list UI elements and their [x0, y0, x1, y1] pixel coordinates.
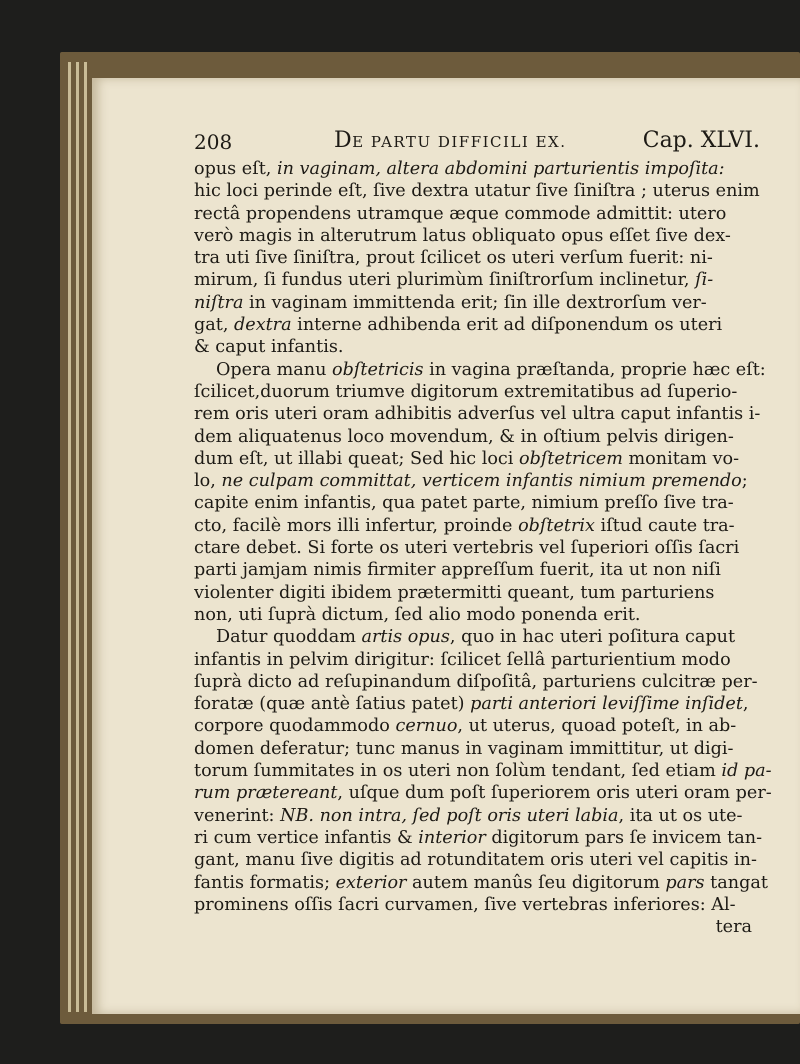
text-line: ſcilicet,duorum triumve digitorum extremitatibus ad ſuperio- — [194, 381, 738, 402]
text-line: cto, facilè mors illi infertur, proinde obſtetrix iſtud caute tra- — [194, 515, 735, 536]
running-title-rest: E PARTU DIFFICILI EX. — [352, 133, 567, 151]
text-line: parti jamjam nimis firmiter appreſſum fuerit, ita ut non niſi — [194, 560, 721, 581]
text-line: niſtra in vaginam immittenda erit; ſin ille dextrorſum ver- — [194, 292, 707, 313]
text-line: ctare debet. Si forte os uteri vertebris vel ſuperiori oſſis ſacri — [194, 538, 740, 559]
text-line: lo, ne culpam committat, verticem infantis nimium premendo; — [194, 471, 748, 492]
text-line: infantis in pelvim dirigitur: ſcilicet ſellâ parturientium modo — [194, 649, 731, 670]
text-line: dem aliquatenus loco movendum, & in oſtium pelvis dirigen- — [194, 426, 734, 447]
text-line: verò magis in alterutrum latus obliquato opus eſſet ſive dex- — [194, 225, 731, 246]
text-line: fantis formatis; exterior autem manûs ſeu digitorum pars tangat — [194, 872, 768, 893]
book-page — [92, 78, 800, 1014]
page-stack-edge — [68, 62, 71, 1012]
text-line: rem oris uteri oram adhibitis adverſus vel ultra caput infantis i- — [194, 404, 761, 425]
text-line: mirum, ſi fundus uteri plurimùm ſiniſtrorſum inclinetur, ſi- — [194, 270, 714, 291]
text-line: rum prætereant, uſque dum poſt ſuperiorem oris uteri oram per- — [194, 783, 772, 804]
text-line: gant, manu ſive digitis ad rotunditatem oris uteri vel capitis in- — [194, 850, 757, 871]
running-title — [334, 128, 567, 153]
text-line: Opera manu obſtetricis in vagina præſtanda, proprie hæc eſt: — [216, 359, 766, 380]
text-line: rectâ propendens utramque æque commode admittit: utero — [194, 203, 727, 224]
text-line: corpore quodammodo cernuo, ut uterus, quoad poteſt, in ab- — [194, 716, 737, 737]
text-line: venerint: NB. non intra, ſed poſt oris uteri labia, ita ut os ute- — [194, 805, 743, 826]
page-stack-edge — [84, 62, 87, 1012]
text-line: tra uti ſive ſiniſtra, prout ſcilicet os uteri verſum fuerit: ni- — [194, 248, 713, 269]
running-head — [194, 128, 782, 158]
text-line: ſuprà dicto ad reſupinandum diſpoſitâ, parturiens culcitræ per- — [194, 671, 758, 692]
text-line: opus eſt, in vaginam, altera abdomini parturientis impoſita: — [194, 159, 725, 179]
text-line: dum eſt, ut illabi queat; Sed hic loci obſtetricem monitam vo- — [194, 448, 740, 469]
page-number: 208 — [194, 130, 233, 154]
text-line: prominens oſſis ſacri curvamen, ſive vertebras inferiores: Al- — [194, 894, 736, 915]
text-line: non, uti ſuprà dictum, ſed alio modo ponenda erit. — [194, 604, 641, 625]
text-line: capite enim infantis, qua patet parte, nimium preſſo ſive tra- — [194, 493, 734, 514]
text-line: gat, dextra interne adhibenda erit ad diſponendum os uteri — [194, 315, 723, 336]
catchword: tera — [715, 917, 752, 938]
text-line: Datur quoddam artis opus, quo in hac uteri poſitura caput — [216, 627, 736, 648]
text-line: & caput infantis. — [194, 337, 344, 358]
text-line: ri cum vertice infantis & interior digitorum pars ſe invicem tan- — [194, 827, 763, 848]
page-stack-edge — [76, 62, 79, 1012]
page-text-block — [194, 128, 782, 938]
body-text — [194, 158, 782, 938]
text-line: torum ſummitates in os uteri non ſolùm tendant, ſed etiam id pa- — [194, 761, 772, 782]
text-line: hic loci perinde eſt, ſive dextra utatur ſive ſiniſtra ; uterus enim — [194, 181, 760, 202]
text-line: domen deferatur; tunc manus in vaginam immittitur, ut digi- — [194, 738, 734, 759]
running-title-initial: D — [334, 128, 353, 153]
text-line: foratæ (quæ antè ſatius patet) parti anteriori leviſſime inſidet, — [194, 694, 749, 715]
chapter-number: Cap. XLVI. — [642, 128, 760, 153]
text-line: violenter digiti ibidem prætermitti queant, tum parturiens — [194, 582, 715, 603]
